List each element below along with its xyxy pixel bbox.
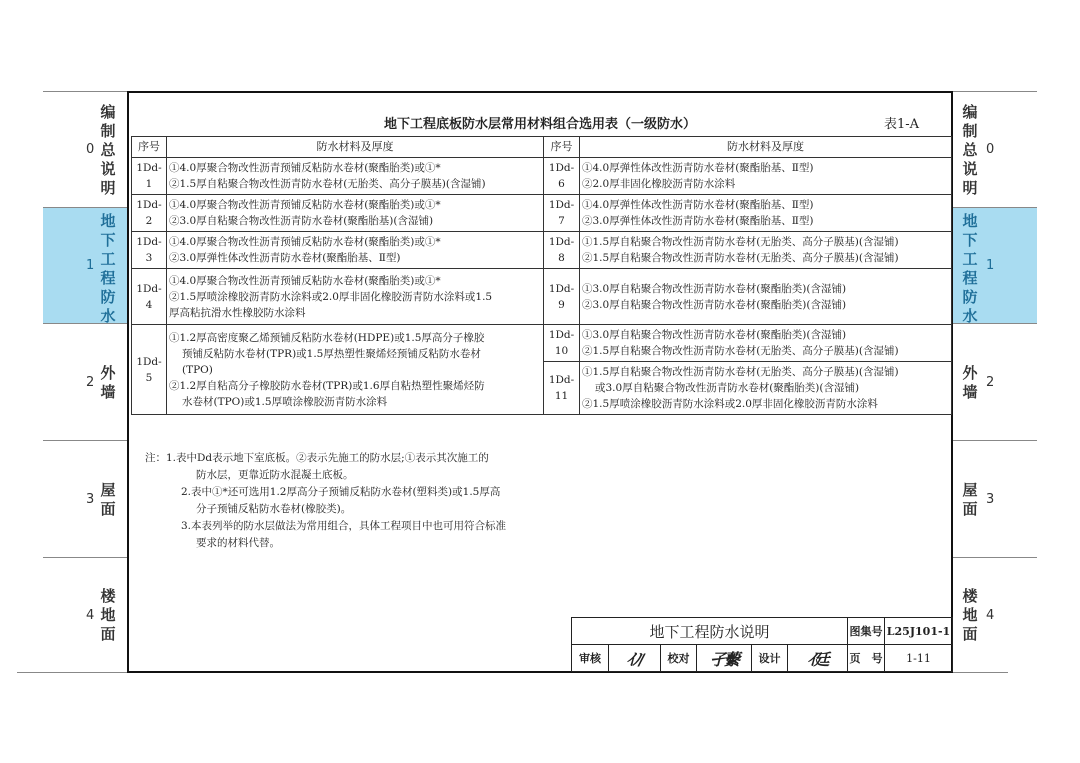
note-line: 分子预铺反粘防水卷材(橡胶类)。 — [196, 503, 352, 515]
row-number-left: 1Dd-2 — [132, 195, 167, 232]
page-label: 页 号 — [848, 645, 885, 672]
table-header-row — [132, 137, 952, 158]
right-tab-3-label: 屋面 — [962, 480, 978, 518]
material-cell-right — [580, 232, 952, 269]
material-line: ②3.0厚自粘聚合物改性沥青防水卷材(聚酯胎基)(含湿铺) — [169, 215, 434, 227]
title-block — [571, 617, 953, 672]
right-tab-1-number: 1 — [986, 258, 995, 273]
left-tab-0[interactable] — [43, 91, 127, 207]
material-line: ①1.5厚自粘聚合物改性沥青防水卷材(无胎类、高分子膜基)(含湿铺) — [582, 366, 899, 378]
right-tab-0[interactable] — [953, 91, 1037, 207]
header-material-left: 防水材料及厚度 — [167, 137, 544, 158]
material-line: ②3.0厚弹性体改性沥青防水卷材(聚酯胎基、Ⅱ型) — [582, 215, 814, 227]
material-line: ②1.5厚喷涂橡胶沥青防水涂料或2.0厚非固化橡胶沥青防水涂料或1.5 — [169, 290, 493, 303]
check-signature: 孑蘻 — [697, 645, 752, 672]
left-tab-3[interactable] — [43, 440, 127, 557]
note-line: 要求的材料代替。 — [196, 537, 280, 549]
drawing-frame — [127, 91, 953, 673]
material-line: ①4.0厚弹性体改性沥青防水卷材(聚酯胎基、Ⅱ型) — [582, 199, 814, 211]
row-number-right: 1Dd-9 — [544, 269, 580, 325]
material-line: 厚高粘抗滑水性橡胶防水涂料 — [169, 306, 306, 319]
left-tab-4-number: 4 — [86, 607, 95, 623]
material-line: ②3.0厚自粘聚合物改性沥青防水卷材(聚酯胎类)(含湿铺) — [582, 298, 847, 311]
row-number-right: 1Dd-10 — [544, 325, 580, 362]
left-tab-3-number: 3 — [86, 491, 95, 507]
right-tab-2[interactable] — [953, 323, 1037, 440]
right-tab-4[interactable] — [953, 557, 1037, 672]
material-line: ①1.5厚自粘聚合物改性沥青防水卷材(无胎类、高分子膜基)(含湿铺) — [582, 236, 899, 248]
left-tab-4-label: 楼地面 — [100, 587, 116, 643]
header-material-right: 防水材料及厚度 — [580, 137, 952, 158]
note-line: 注：1.表中Dd表示地下室底板。②表示先施工的防水层;①表示其次施工的 — [145, 452, 489, 464]
row-number-right: 1Dd-8 — [544, 232, 580, 269]
left-tab-0-number: 0 — [86, 142, 95, 157]
atlas-label: 图集号 — [848, 618, 885, 645]
table-row — [132, 325, 952, 362]
material-line: ②1.2厚自粘高分子橡胶防水卷材(TPR)或1.6厚自粘热塑性聚烯烃防 — [169, 379, 485, 392]
left-tab-0-label: 编制总说明 — [100, 102, 116, 197]
note-line: 3.本表列举的防水层做法为常用组合，具体工程项目中也可用符合标准 — [181, 520, 507, 532]
table-title: 地下工程底板防水层常用材料组合选用表（一级防水） — [383, 117, 696, 132]
material-cell-right — [580, 158, 952, 195]
table-row — [132, 232, 952, 269]
left-tab-2-number: 2 — [86, 374, 95, 390]
material-line: ②3.0厚弹性体改性沥青防水卷材(聚酯胎基、Ⅱ型) — [169, 252, 401, 264]
material-line: ①3.0厚自粘聚合物改性沥青防水卷材(聚酯胎类)(含湿铺) — [582, 282, 847, 295]
design-label: 设计 — [752, 645, 788, 672]
header-no-right: 序号 — [544, 137, 580, 158]
right-tab-3-number: 3 — [986, 491, 995, 507]
check-label: 校对 — [661, 645, 697, 672]
review-signature: ｲﾉ/ — [609, 645, 661, 672]
material-line: ①3.0厚自粘聚合物改性沥青防水卷材(聚酯胎类)(含湿铺) — [582, 329, 847, 341]
row-number-right: 1Dd-7 — [544, 195, 580, 232]
material-line: 预铺反粘防水卷材(TPR)或1.5厚热塑性聚烯烃预铺反粘防水卷材 — [182, 347, 481, 360]
right-tab-2-number: 2 — [986, 374, 995, 390]
material-line: ①1.2厚高密度聚乙烯预铺反粘防水卷材(HDPE)或1.5厚高分子橡胶 — [169, 331, 485, 344]
left-tab-3-label: 屋面 — [100, 480, 116, 518]
material-cell-left — [167, 325, 544, 415]
left-tab-2-label: 外墙 — [100, 363, 116, 401]
material-line: ②1.5厚自粘聚合物改性沥青防水卷材(无胎类、高分子膜基)(含湿铺) — [582, 345, 899, 357]
table-row — [132, 269, 952, 325]
row-number-right: 1Dd-11 — [544, 362, 580, 415]
design-signature: ｲ廷 — [788, 645, 848, 672]
right-tab-4-number: 4 — [986, 607, 995, 623]
right-tab-4-label: 楼地面 — [962, 587, 978, 643]
material-line: ②1.5厚自粘聚合物改性沥青防水卷材(无胎类、高分子膜基)(含湿铺) — [169, 178, 486, 190]
right-tab-1[interactable] — [953, 207, 1037, 323]
material-cell-left — [167, 158, 544, 195]
left-tab-1-number: 1 — [86, 258, 95, 273]
right-tab-bottom-line — [953, 672, 1008, 673]
table-number: 表1-A — [883, 117, 919, 132]
material-cell-right — [580, 362, 952, 415]
row-number-right: 1Dd-6 — [544, 158, 580, 195]
right-tab-0-number: 0 — [986, 142, 995, 157]
drawing-title: 地下工程防水说明 — [572, 618, 848, 645]
right-tab-2-label: 外墙 — [962, 363, 978, 401]
row-number-left: 1Dd-4 — [132, 269, 167, 325]
material-line: ②1.5厚自粘聚合物改性沥青防水卷材(无胎类、高分子膜基)(含湿铺) — [582, 252, 899, 264]
note-line: 防水层，更靠近防水混凝土底板。 — [196, 469, 354, 481]
row-number-left: 1Dd-1 — [132, 158, 167, 195]
material-cell-right — [580, 325, 952, 362]
left-tab-bottom-line — [17, 672, 127, 673]
table-row — [132, 158, 952, 195]
atlas-number: L25J101-1 — [885, 618, 953, 645]
material-line: ①4.0厚聚合物改性沥青预铺反粘防水卷材(聚酯胎类)或①* — [169, 236, 441, 248]
material-line: ①4.0厚聚合物改性沥青预铺反粘防水卷材(聚酯胎类)或①* — [169, 199, 441, 211]
material-line: ①4.0厚弹性体改性沥青防水卷材(聚酯胎基、Ⅱ型) — [582, 162, 814, 174]
right-tab-3[interactable] — [953, 440, 1037, 557]
notes-block — [145, 450, 565, 552]
table-row — [132, 195, 952, 232]
material-line: (TPO) — [182, 363, 213, 376]
note-line: 2.表中①*还可选用1.2厚高分子预铺反粘防水卷材(塑料类)或1.5厚高 — [181, 486, 501, 498]
page-number: 1-11 — [885, 645, 953, 672]
material-line: ①4.0厚聚合物改性沥青预铺反粘防水卷材(聚酯胎类)或①* — [169, 162, 441, 174]
header-no-left: 序号 — [132, 137, 167, 158]
left-tab-1-label: 地下工程防水 — [100, 212, 116, 325]
material-line: 或3.0厚自粘聚合物改性沥青防水卷材(聚酯胎类)(含湿铺) — [595, 382, 860, 394]
material-cell-right — [580, 269, 952, 325]
material-cell-left — [167, 195, 544, 232]
right-tab-1-label: 地下工程防水 — [962, 212, 978, 325]
material-line: ②1.5厚喷涂橡胶沥青防水涂料或2.0厚非固化橡胶沥青防水涂料 — [582, 398, 878, 410]
material-cell-left — [167, 232, 544, 269]
material-line: ①4.0厚聚合物改性沥青预铺反粘防水卷材(聚酯胎类)或①* — [169, 274, 441, 287]
material-cell-right — [580, 195, 952, 232]
material-line: 水卷材(TPO)或1.5厚喷涂橡胶沥青防水涂料 — [182, 395, 388, 408]
row-number-left: 1Dd-3 — [132, 232, 167, 269]
left-tab-2[interactable] — [43, 323, 127, 440]
material-cell-left — [167, 269, 544, 325]
row-number-left: 1Dd-5 — [132, 325, 167, 415]
review-label: 审核 — [572, 645, 609, 672]
material-line: ②2.0厚非固化橡胶沥青防水涂料 — [582, 178, 736, 190]
right-tab-0-label: 编制总说明 — [962, 102, 978, 197]
left-tab-4[interactable] — [43, 557, 127, 672]
materials-table — [131, 136, 952, 415]
left-tab-1[interactable] — [43, 207, 127, 323]
